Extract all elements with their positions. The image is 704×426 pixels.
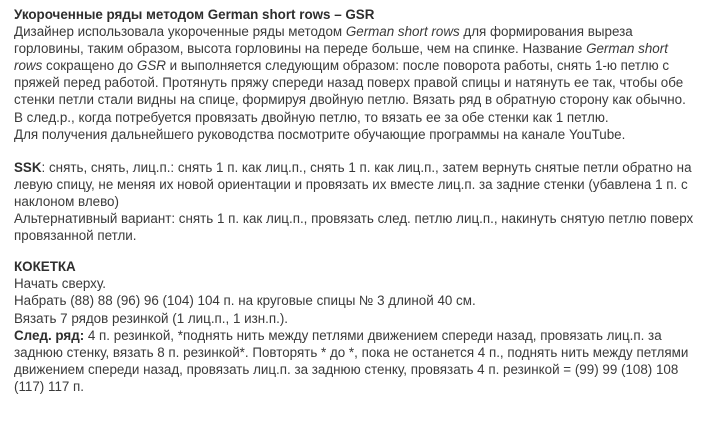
- gsr-description: [14, 23, 694, 126]
- gsr-abbrev: GSR: [136, 58, 166, 74]
- ssk-text: : снять, снять, лиц.п.: снять 1 п. как лиц.п., снять 1 п. как лиц.п., затем вернуть снятые петли обратно на левую спицу, не меняя их новой ориентации и провязать их вместе лиц.п. за задние стенки (убавлена 1 п. с наклоном влево): [14, 159, 692, 209]
- next-row-text: 4 п. резинкой, *поднять нить между петлями движением спереди назад, провязать лиц.п. за заднюю стенку, вязать 8 п. резинкой*. Повторять * до *, пока не останется 4 п., поднять нить между петлями движением спереди назад, провязать лиц.п. за заднюю стенку, провязать 4 п. резинкой = (99) 99 (108) 108 (117) 117 п.: [14, 327, 689, 394]
- spacer: [14, 244, 694, 258]
- gsr-text-1: Дизайнер использовала укороченные ряды методом: [14, 24, 346, 40]
- gsr-term-2: German short rows: [14, 41, 668, 74]
- ssk-alternative: Альтернативный вариант: снять 1 п. как лиц.п., провязать след. петлю лиц.п., накинуть снятую петлю поверх провязанной петли.: [14, 211, 694, 244]
- koketka-heading: КОКЕТКА: [14, 259, 76, 275]
- gsr-text-3: сокращено до: [42, 58, 137, 74]
- ssk-description: [14, 159, 694, 210]
- koketka-line-2: Набрать (88) 88 (96) 96 (104) 104 п. на круговые спицы № 3 длиной 40 см.: [14, 293, 476, 309]
- gsr-text-2: для формирования выреза горловины, таким образом, высота горловины на переде больше, чем на спинке. Название: [14, 24, 633, 57]
- gsr-heading: Укороченные ряды методом German short rows – GSR: [14, 7, 375, 22]
- gsr-youtube-note: Для получения дальнейшего руководства посмотрите обучающие программы на канале YouTube.: [14, 126, 626, 142]
- koketka-next-row: [14, 327, 694, 395]
- ssk-label: SSK: [14, 159, 42, 175]
- gsr-term-1: German short rows: [345, 24, 460, 40]
- next-row-label: След. ряд:: [14, 327, 85, 343]
- koketka-line-3: Вязать 7 рядов резинкой (1 лиц.п., 1 изн.п.).: [14, 310, 289, 326]
- spacer: [14, 143, 694, 159]
- gsr-text-4: и выполняется следующим образом: после поворота работы, снять 1-ю петлю с пряжей перед работой. Протянуть пряжу спереди назад поверх правой спицы и натянуть ее так, чтобы обе стенки петли стали видны на спице, формируя двойную петлю. Вязать ряд в обратную сторону как обычно. В след.р., когда потребуется провязать двойную петлю, то вязать ее за обе стенки как 1 петлю.: [14, 58, 686, 125]
- koketka-line-1: Начать сверху.: [14, 276, 106, 292]
